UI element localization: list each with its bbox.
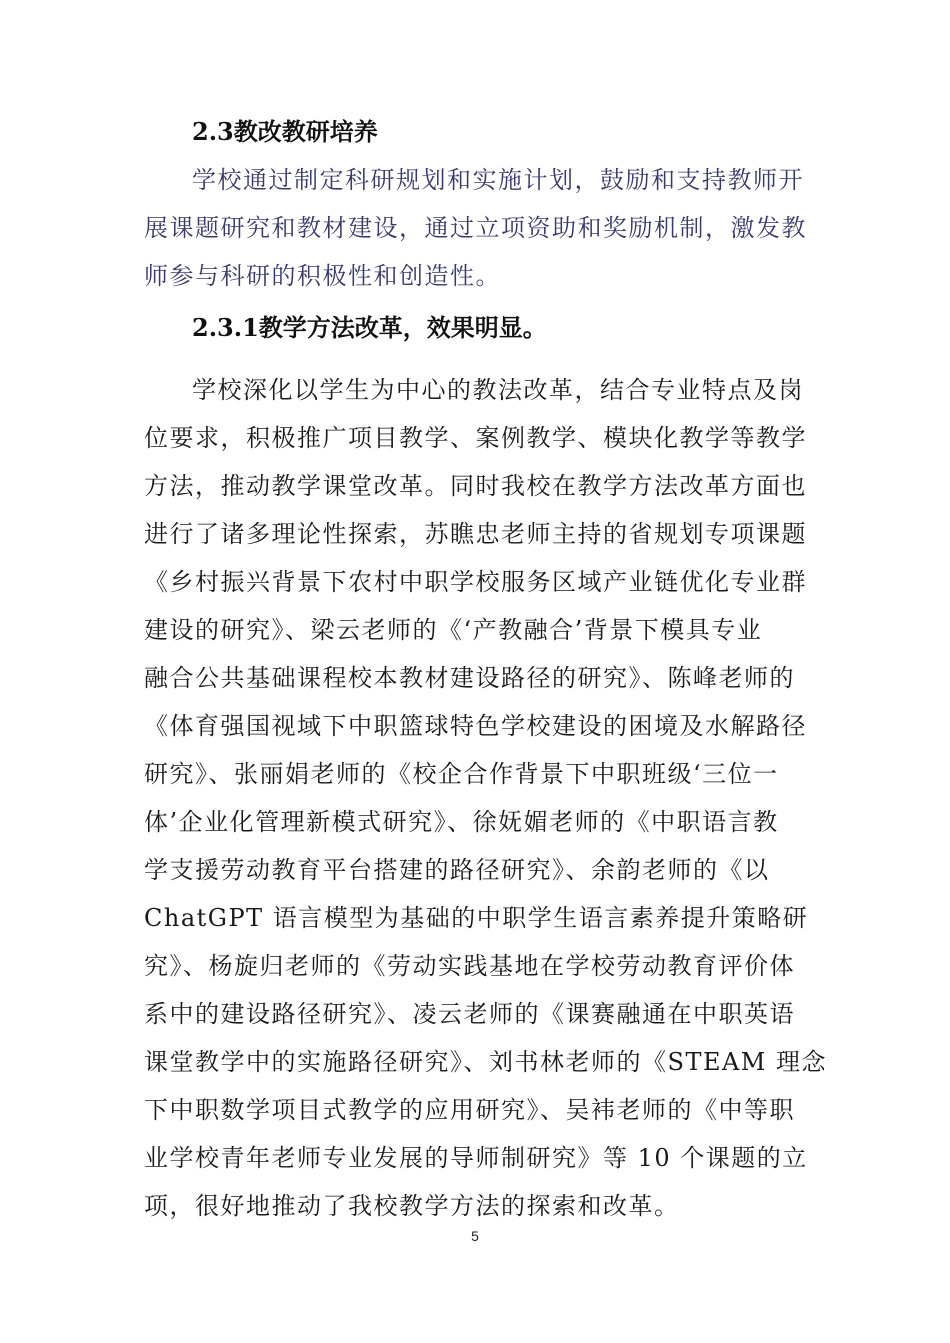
body-line: 《乡村振兴背景下农村中职学校服务区域产业链优化专业群	[144, 568, 807, 596]
body-line: 融合公共基础课程校本教材建设路径的研究》、陈峰老师的	[144, 664, 795, 692]
subsection-heading: 2.3.1教学方法改革，效果明显。	[192, 313, 547, 342]
body-line: 学校深化以学生为中心的教法改革，结合专业特点及岗	[192, 376, 804, 404]
body-line: 项，很好地推动了我校教学方法的探索和改革。	[144, 1192, 680, 1220]
body-line: 建设的研究》、梁云老师的《‘产教融合’背景下模具专业	[144, 616, 763, 644]
intro-line: 学校通过制定科研规划和实施计划，鼓励和支持教师开	[192, 166, 804, 194]
body-line: 业学校青年老师专业发展的导师制研究》等 10 个课题的立	[144, 1144, 808, 1172]
body-line: 系中的建设路径研究》、凌云老师的《课赛融通在中职英语	[144, 1000, 795, 1028]
body-line: 研究》、张丽娟老师的《校企合作背景下中职班级‘三位一	[144, 760, 779, 788]
section-heading: 2.3教改教研培养	[192, 117, 378, 146]
body-line: 下中职数学项目式教学的应用研究》、吴袆老师的《中等职	[144, 1096, 795, 1124]
page-number: 5	[471, 1228, 479, 1244]
body-line: 体’企业化管理新模式研究》、徐妩媚老师的《中职语言教	[144, 808, 779, 836]
body-line: 学支援劳动教育平台搭建的路径研究》、余韵老师的《以	[144, 856, 770, 884]
body-line: 《体育强国视域下中职篮球特色学校建设的困境及水解路径	[144, 712, 807, 740]
body-line: ChatGPT 语言模型为基础的中职学生语言素养提升策略研	[144, 904, 809, 932]
intro-paragraph	[144, 156, 834, 300]
intro-line: 展课题研究和教材建设，通过立项资助和奖励机制，激发教	[144, 214, 807, 242]
body-line: 究》、杨旋归老师的《劳动实践基地在学校劳动教育评价体	[144, 952, 795, 980]
body-line: 进行了诸多理论性探索，苏瞧忠老师主持的省规划专项课题	[144, 520, 807, 548]
intro-line: 师参与科研的积极性和创造性。	[144, 262, 501, 290]
body-line: 位要求，积极推广项目教学、案例教学、模块化教学等教学	[144, 424, 807, 452]
body-line: 方法，推动教学课堂改革。同时我校在教学方法改革方面也	[144, 472, 807, 500]
body-paragraph	[144, 366, 834, 1230]
body-line: 课堂教学中的实施路径研究》、刘书林老师的《STEAM 理念	[144, 1048, 828, 1076]
